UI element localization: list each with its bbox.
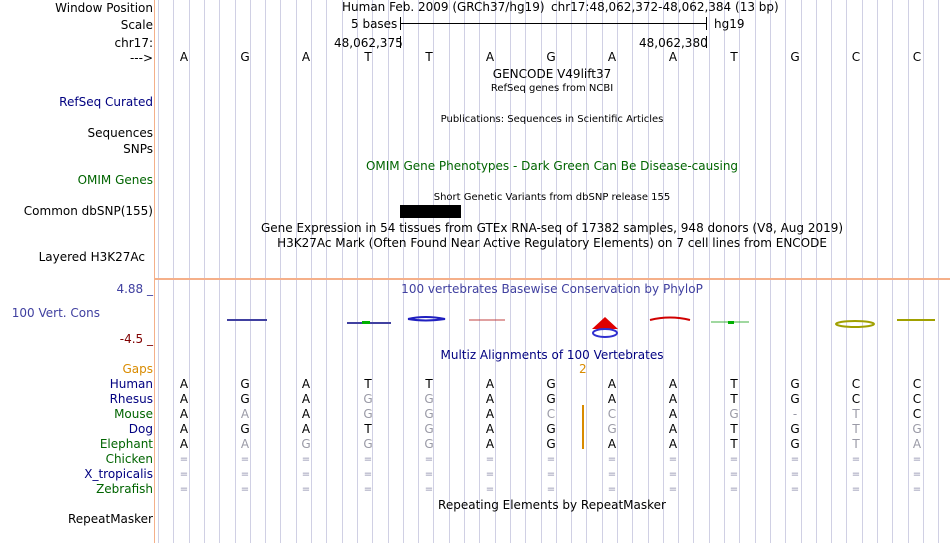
sequences-track-label[interactable]: Sequences <box>87 126 153 140</box>
alignment-base: = <box>607 484 617 495</box>
alignment-base: = <box>851 469 861 480</box>
cons-track-label[interactable]: 100 Vert. Cons <box>11 306 100 320</box>
alignment-base: A <box>668 437 678 451</box>
dbsnp-variant-block[interactable] <box>400 205 461 218</box>
alignment-base: A <box>240 437 250 451</box>
alignment-base: = <box>546 454 556 465</box>
alignment-base: = <box>607 469 617 480</box>
alignment-base: G <box>363 407 373 421</box>
grid-line <box>464 0 465 543</box>
alignment-base: = <box>179 469 189 480</box>
omim-track-title: OMIM Gene Phenotypes - Dark Green Can Be Disease-causing <box>365 159 739 173</box>
grid-line <box>296 0 297 543</box>
alignment-base: A <box>668 422 678 436</box>
alignment-base: A <box>668 377 678 391</box>
alignment-base: = <box>363 484 373 495</box>
alignment-base: = <box>729 484 739 495</box>
track-separator <box>155 278 950 280</box>
alignment-base: T <box>364 377 372 391</box>
species-label[interactable]: Zebrafish <box>96 482 153 496</box>
alignment-base: = <box>912 469 922 480</box>
sequence-base: C <box>851 50 861 64</box>
alignment-base: T <box>730 392 738 406</box>
grid-line <box>235 0 236 543</box>
sequence-base: C <box>912 50 922 64</box>
alignment-base: G <box>240 392 250 406</box>
grid-line <box>388 0 389 543</box>
alignment-base: A <box>301 407 311 421</box>
cons-mark-6-hl <box>728 321 734 324</box>
species-label[interactable]: Human <box>109 377 153 391</box>
alignment-base: T <box>364 422 372 436</box>
grid-line <box>403 0 404 543</box>
grid-line <box>173 0 174 543</box>
alignment-base: = <box>179 484 189 495</box>
grid-line <box>831 0 832 543</box>
sequence-base: A <box>485 50 495 64</box>
chr-label: chr17: <box>114 36 153 50</box>
alignment-base: G <box>424 422 434 436</box>
repeatmasker-track-label[interactable]: RepeatMasker <box>67 512 153 526</box>
alignment-base: = <box>363 469 373 480</box>
alignment-base: = <box>240 484 250 495</box>
alignment-base: A <box>485 377 495 391</box>
sequence-base: G <box>790 50 800 64</box>
alignment-base: A <box>607 392 617 406</box>
alignment-base: G <box>240 422 250 436</box>
alignment-base: = <box>790 484 800 495</box>
alignment-base: C <box>851 392 861 406</box>
alignment-base: A <box>485 392 495 406</box>
cons-logo-g <box>593 329 617 337</box>
sequence-base: A <box>668 50 678 64</box>
grid-line <box>357 0 358 543</box>
alignment-base: G <box>424 407 434 421</box>
alignment-base: = <box>424 484 434 495</box>
grid-line <box>326 0 327 543</box>
alignment-base: = <box>851 484 861 495</box>
alignment-base: A <box>179 392 189 406</box>
alignment-base: A <box>607 437 617 451</box>
scale-bar-text: 5 bases <box>351 17 398 31</box>
alignment-base: T <box>425 377 433 391</box>
dbsnp-track-title: Short Genetic Variants from dbSNP release 155 <box>433 192 671 203</box>
alignment-base: G <box>790 377 800 391</box>
alignment-base: A <box>301 392 311 406</box>
alignment-base: = <box>240 454 250 465</box>
grid-line <box>648 0 649 543</box>
cons-min-value: -4.5 _ <box>119 332 153 346</box>
sequence-base: A <box>179 50 189 64</box>
alignment-base: T <box>730 437 738 451</box>
grid-line <box>204 0 205 543</box>
grid-line <box>785 0 786 543</box>
grid-line <box>265 0 266 543</box>
grid-line <box>770 0 771 543</box>
alignment-base: G <box>240 377 250 391</box>
position-readout: chr17:48,062,372-48,062,384 (13 bp) <box>551 0 779 14</box>
alignment-base: A <box>179 407 189 421</box>
alignment-base: G <box>546 392 556 406</box>
grid-line <box>892 0 893 543</box>
species-label[interactable]: Mouse <box>114 407 153 421</box>
grid-line <box>816 0 817 543</box>
alignment-base: A <box>912 437 922 451</box>
grid-line <box>724 0 725 543</box>
grid-line <box>418 0 419 543</box>
alignment-base: G <box>607 422 617 436</box>
alignment-base: A <box>485 407 495 421</box>
alignment-base: = <box>790 469 800 480</box>
scale-label: Scale <box>120 18 153 32</box>
conservation-track-title: 100 vertebrates Basewise Conservation by PhyloP <box>401 282 703 296</box>
sequence-base: A <box>607 50 617 64</box>
alignment-base: A <box>485 422 495 436</box>
cons-max-value: 4.88 _ <box>116 282 153 296</box>
alignment-base: T <box>852 422 860 436</box>
alignment-base: A <box>240 407 250 421</box>
gaps-label: Gaps <box>122 362 153 376</box>
alignment-base: C <box>546 407 556 421</box>
alignment-base: A <box>668 407 678 421</box>
alignment-base: G <box>790 422 800 436</box>
alignment-base: G <box>546 422 556 436</box>
alignment-base: G <box>546 437 556 451</box>
alignment-base: = <box>424 454 434 465</box>
grid-line <box>449 0 450 543</box>
alignment-base: = <box>485 454 495 465</box>
alignment-base: = <box>179 454 189 465</box>
sequence-base: G <box>240 50 250 64</box>
alignment-base: C <box>912 407 922 421</box>
sequence-base: T <box>730 50 738 64</box>
species-label[interactable]: Elephant <box>99 437 153 451</box>
scale-bar-right-tick <box>706 17 707 30</box>
alignment-base: - <box>792 407 798 421</box>
gap-count: 2 <box>579 362 587 376</box>
h3k27ac-track-label[interactable]: Layered H3K27Ac <box>38 250 145 264</box>
alignment-base: A <box>301 422 311 436</box>
sequence-base: A <box>301 50 311 64</box>
alignment-base: = <box>912 454 922 465</box>
alignment-base: G <box>729 407 739 421</box>
species-label[interactable]: Rhesus <box>109 392 153 406</box>
alignment-base: C <box>912 377 922 391</box>
alignment-base: A <box>179 422 189 436</box>
grid-line <box>663 0 664 543</box>
alignment-base: A <box>301 377 311 391</box>
assembly-name: Human Feb. 2009 (GRCh37/hg19) <box>342 0 545 14</box>
grid-line <box>693 0 694 543</box>
coordinate-right: 48,062,380 <box>639 36 708 50</box>
alignment-base: A <box>485 437 495 451</box>
sequence-base: G <box>546 50 556 64</box>
scale-bar-left-tick <box>400 17 401 30</box>
grid-line <box>342 0 343 543</box>
sequence-base: T <box>425 50 433 64</box>
alignment-base: G <box>546 377 556 391</box>
alignment-base: G <box>790 437 800 451</box>
cons-mark-7 <box>836 321 874 327</box>
grid-line <box>280 0 281 543</box>
alignment-base: T <box>852 437 860 451</box>
cons-mark-2-hl <box>362 321 370 324</box>
gtex-track-title: Gene Expression in 54 tissues from GTEx RNA-seq of 17382 samples, 948 donors (V8, Aug 2019) <box>260 221 844 235</box>
alignment-base: G <box>301 437 311 451</box>
window-position-label: Window Position <box>55 1 153 15</box>
grid-line <box>846 0 847 543</box>
alignment-base: = <box>851 454 861 465</box>
h3k27ac-track-title: H3K27Ac Mark (Often Found Near Active Regulatory Elements) on 7 cell lines from ENCODE <box>277 236 827 250</box>
alignment-base: C <box>607 407 617 421</box>
alignment-base: = <box>240 469 250 480</box>
grid-line <box>219 0 220 543</box>
alignment-base: = <box>301 454 311 465</box>
alignment-base: T <box>730 422 738 436</box>
coordinate-left: 48,062,375 <box>334 36 403 50</box>
strand-arrow-label[interactable]: ---> <box>129 51 153 65</box>
alignment-base: A <box>607 377 617 391</box>
grid-line <box>479 0 480 543</box>
alignment-base: = <box>729 454 739 465</box>
cons-mark-5 <box>650 318 690 321</box>
alignment-base: = <box>363 454 373 465</box>
alignment-base: = <box>912 484 922 495</box>
cons-logo-a <box>592 317 618 329</box>
refseq-track-title: RefSeq genes from NCBI <box>490 83 614 94</box>
alignment-base: = <box>485 469 495 480</box>
alignment-base: = <box>424 469 434 480</box>
grid-line <box>755 0 756 543</box>
dbsnp-track-label[interactable]: Common dbSNP(155) <box>23 204 153 218</box>
species-label[interactable]: Chicken <box>105 452 153 466</box>
scale-db-label: hg19 <box>714 17 745 31</box>
alignment-base: G <box>363 392 373 406</box>
sequence-base: T <box>364 50 372 64</box>
coordinate-left-tick <box>400 36 401 48</box>
alignment-base: T <box>730 377 738 391</box>
grid-line <box>632 0 633 543</box>
alignment-base: = <box>790 454 800 465</box>
alignment-base: = <box>485 484 495 495</box>
repeatmasker-track-title: Repeating Elements by RepeatMasker <box>438 498 666 512</box>
gencode-track-title: GENCODE V49lift37 <box>492 67 612 81</box>
cons-mark-3 <box>408 317 445 321</box>
grid-line <box>709 0 710 543</box>
conservation-plot <box>155 305 950 345</box>
coordinate-right-tick <box>706 36 707 48</box>
refseq-track-label[interactable]: RefSeq Curated <box>59 95 153 109</box>
species-label[interactable]: X_tropicalis <box>84 467 153 481</box>
grid-line <box>938 0 939 543</box>
alignment-base: C <box>851 377 861 391</box>
alignment-base: = <box>668 484 678 495</box>
snps-track-label[interactable]: SNPs <box>123 142 153 156</box>
alignment-base: G <box>790 392 800 406</box>
alignment-base: A <box>179 437 189 451</box>
alignment-base: A <box>668 392 678 406</box>
alignment-base: T <box>852 407 860 421</box>
gap-marker <box>582 405 584 449</box>
alignment-base: = <box>301 484 311 495</box>
alignment-base: = <box>668 454 678 465</box>
alignment-base: A <box>179 377 189 391</box>
alignment-base: = <box>729 469 739 480</box>
alignment-base: = <box>301 469 311 480</box>
alignment-base: = <box>546 484 556 495</box>
species-label[interactable]: Dog <box>128 422 153 436</box>
label-column-border <box>154 0 155 543</box>
grid-line <box>908 0 909 543</box>
grid-line <box>158 0 159 543</box>
grid-line <box>877 0 878 543</box>
alignment-base: G <box>424 392 434 406</box>
alignment-base: C <box>912 392 922 406</box>
alignment-base: G <box>912 422 922 436</box>
alignment-base: G <box>363 437 373 451</box>
alignment-base: = <box>668 469 678 480</box>
scale-bar <box>400 23 706 24</box>
alignment-base: = <box>607 454 617 465</box>
publications-track-title: Publications: Sequences in Scientific Articles <box>440 114 664 125</box>
alignment-base: = <box>546 469 556 480</box>
omim-track-label[interactable]: OMIM Genes <box>77 173 153 187</box>
multiz-track-title: Multiz Alignments of 100 Vertebrates <box>440 348 664 362</box>
alignment-base: G <box>424 437 434 451</box>
